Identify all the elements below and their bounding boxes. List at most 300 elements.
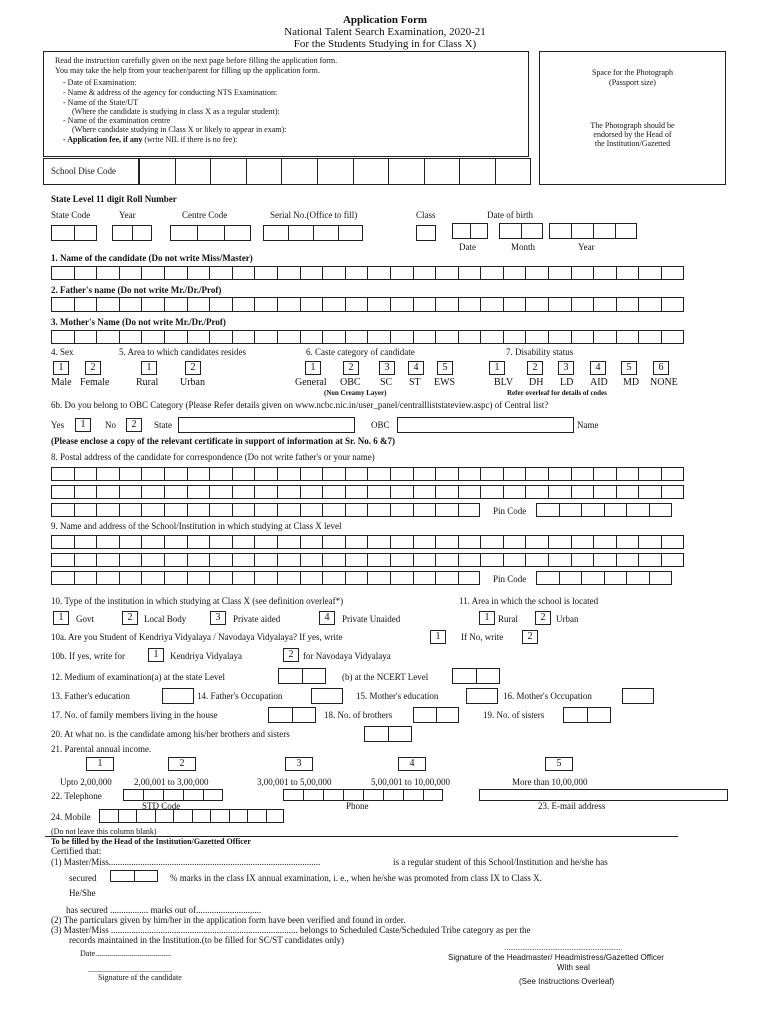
input-cell[interactable] [593,330,616,344]
input-cell[interactable] [187,571,210,585]
option-box[interactable]: 4 [319,611,335,625]
area-rural-box[interactable]: 1 [141,361,157,375]
input-cell[interactable] [638,485,661,499]
input-cell[interactable] [51,535,74,549]
input-cell[interactable] [563,707,587,723]
input-cell[interactable] [435,503,458,517]
percent-input[interactable] [110,870,158,882]
school-address-line-2[interactable] [51,553,684,567]
input-cell[interactable] [123,789,143,801]
input-cell[interactable] [139,158,175,185]
input-cell[interactable] [232,553,255,567]
input-cell[interactable] [571,535,594,549]
input-cell[interactable] [424,158,460,185]
input-cell[interactable] [254,553,277,567]
input-cell[interactable] [571,553,594,567]
input-cell[interactable] [141,503,164,517]
mobile-input[interactable] [99,809,284,823]
input-cell[interactable] [317,158,353,185]
input-cell[interactable] [593,535,616,549]
input-cell[interactable] [209,571,232,585]
input-cell[interactable] [164,535,187,549]
caste-st-box[interactable]: 4 [408,361,424,375]
input-cell[interactable] [503,297,526,312]
input-cell[interactable] [96,297,119,312]
input-cell[interactable] [525,297,548,312]
input-cell[interactable] [525,467,548,481]
email-input[interactable] [479,789,728,801]
input-cell[interactable] [661,535,684,549]
input-cell[interactable] [247,809,266,823]
input-cell[interactable] [96,571,119,585]
input-cell[interactable] [268,707,292,723]
input-cell[interactable] [96,535,119,549]
input-cell[interactable] [458,266,481,280]
input-cell[interactable] [638,467,661,481]
input-cell[interactable] [134,870,158,882]
input-cell[interactable] [322,553,345,567]
input-cell[interactable] [187,297,210,312]
input-cell[interactable] [525,535,548,549]
sisters-input[interactable] [563,707,611,723]
input-cell[interactable] [163,789,183,801]
input-cell[interactable] [390,535,413,549]
input-cell[interactable] [345,467,368,481]
family-members-input[interactable] [268,707,316,723]
input-cell[interactable] [503,467,526,481]
input-cell[interactable] [616,297,639,312]
input-cell[interactable] [277,467,300,481]
input-cell[interactable] [99,809,118,823]
input-cell[interactable] [458,553,481,567]
input-cell[interactable] [458,503,481,517]
input-cell[interactable] [183,789,203,801]
input-cell[interactable] [345,535,368,549]
input-cell[interactable] [470,223,488,239]
input-cell[interactable] [458,297,481,312]
input-cell[interactable] [367,571,390,585]
input-cell[interactable] [141,297,164,312]
input-cell[interactable] [164,485,187,499]
input-cell[interactable] [51,266,74,280]
input-cell[interactable] [51,553,74,567]
input-cell[interactable] [649,503,672,517]
input-cell[interactable] [74,330,97,344]
medium-state-input[interactable] [278,668,326,684]
input-cell[interactable] [277,535,300,549]
option-box[interactable]: 1 [86,757,114,771]
input-cell[interactable] [413,266,436,280]
state-code-input[interactable] [51,225,97,241]
input-cell[interactable] [51,330,74,344]
input-cell[interactable] [390,266,413,280]
school-pin-input[interactable] [536,571,672,585]
option-box[interactable]: 1 [53,611,69,625]
input-cell[interactable] [661,330,684,344]
input-cell[interactable] [164,553,187,567]
sex-male-box[interactable]: 1 [53,361,69,375]
input-cell[interactable] [119,571,142,585]
address-line-1[interactable] [51,467,684,481]
input-cell[interactable] [343,789,363,801]
input-cell[interactable] [173,809,192,823]
input-cell[interactable] [480,297,503,312]
input-cell[interactable] [254,266,277,280]
caste-obc-box[interactable]: 2 [343,361,359,375]
input-cell[interactable] [525,553,548,567]
input-cell[interactable] [548,297,571,312]
input-cell[interactable] [388,158,424,185]
input-cell[interactable] [521,223,543,239]
input-cell[interactable] [390,330,413,344]
caste-sc-box[interactable]: 3 [379,361,395,375]
input-cell[interactable] [51,467,74,481]
option-box[interactable]: 1 [148,648,164,662]
input-cell[interactable] [388,726,412,742]
input-cell[interactable] [141,330,164,344]
input-cell[interactable] [254,467,277,481]
input-cell[interactable] [661,297,684,312]
input-cell[interactable] [141,553,164,567]
input-cell[interactable] [209,553,232,567]
input-cell[interactable] [51,297,74,312]
input-cell[interactable] [254,503,277,517]
serial-input[interactable] [263,225,363,241]
area-urban-box[interactable]: 2 [185,361,201,375]
class-input[interactable] [416,225,436,241]
input-cell[interactable] [187,553,210,567]
input-cell[interactable] [277,503,300,517]
input-cell[interactable] [480,330,503,344]
address-line-2[interactable] [51,485,684,499]
input-cell[interactable] [413,535,436,549]
input-cell[interactable] [292,707,316,723]
input-cell[interactable] [616,330,639,344]
input-cell[interactable] [458,571,481,585]
input-cell[interactable] [277,571,300,585]
mother-education-input[interactable] [466,688,498,704]
brothers-input[interactable] [413,707,459,723]
input-cell[interactable] [435,535,458,549]
input-cell[interactable] [661,266,684,280]
input-cell[interactable] [136,809,155,823]
input-cell[interactable] [224,225,251,241]
input-cell[interactable] [503,485,526,499]
input-cell[interactable] [322,297,345,312]
input-cell[interactable] [638,297,661,312]
input-cell[interactable] [170,225,197,241]
input-cell[interactable] [435,467,458,481]
input-cell[interactable] [300,503,323,517]
input-cell[interactable] [96,485,119,499]
input-cell[interactable] [119,297,142,312]
input-cell[interactable] [112,225,132,241]
father-education-input[interactable] [162,688,194,704]
input-cell[interactable] [638,330,661,344]
input-cell[interactable] [452,668,476,684]
input-cell[interactable] [110,870,134,882]
input-cell[interactable] [571,297,594,312]
input-cell[interactable] [141,571,164,585]
input-cell[interactable] [480,266,503,280]
input-cell[interactable] [480,467,503,481]
dob-year-input[interactable] [549,223,637,239]
input-cell[interactable] [616,485,639,499]
input-cell[interactable] [413,467,436,481]
input-cell[interactable] [363,789,383,801]
input-cell[interactable] [499,223,521,239]
input-cell[interactable] [143,789,163,801]
input-cell[interactable] [638,266,661,280]
dis-dh-box[interactable]: 2 [527,361,543,375]
input-cell[interactable] [435,571,458,585]
input-cell[interactable] [367,297,390,312]
input-cell[interactable] [345,266,368,280]
input-cell[interactable] [548,266,571,280]
input-cell[interactable] [548,330,571,344]
input-cell[interactable] [345,485,368,499]
input-cell[interactable] [300,485,323,499]
input-cell[interactable] [353,158,389,185]
input-cell[interactable] [593,467,616,481]
input-cell[interactable] [616,553,639,567]
input-cell[interactable] [51,225,74,241]
option-box[interactable]: 1 [430,630,446,644]
input-cell[interactable] [209,266,232,280]
input-cell[interactable] [141,467,164,481]
input-cell[interactable] [390,571,413,585]
input-cell[interactable] [96,330,119,344]
dob-month-input[interactable] [499,223,543,239]
input-cell[interactable] [548,553,571,567]
input-cell[interactable] [413,503,436,517]
dob-date-input[interactable] [452,223,488,239]
input-cell[interactable] [367,535,390,549]
input-cell[interactable] [345,553,368,567]
input-cell[interactable] [119,485,142,499]
input-cell[interactable] [277,297,300,312]
input-cell[interactable] [416,225,436,241]
input-cell[interactable] [300,553,323,567]
input-cell[interactable] [281,158,317,185]
input-cell[interactable] [495,158,531,185]
input-cell[interactable] [525,485,548,499]
input-cell[interactable] [661,553,684,567]
input-cell[interactable] [300,535,323,549]
input-cell[interactable] [210,158,246,185]
input-cell[interactable] [525,330,548,344]
input-cell[interactable] [175,158,211,185]
input-cell[interactable] [390,297,413,312]
input-cell[interactable] [74,553,97,567]
input-cell[interactable] [209,503,232,517]
input-cell[interactable] [300,297,323,312]
input-cell[interactable] [593,223,615,239]
input-cell[interactable] [480,485,503,499]
dis-blv-box[interactable]: 1 [489,361,505,375]
input-cell[interactable] [192,809,211,823]
input-cell[interactable] [436,707,459,723]
input-cell[interactable] [187,485,210,499]
input-cell[interactable] [587,707,611,723]
input-cell[interactable] [232,535,255,549]
input-cell[interactable] [322,571,345,585]
option-box[interactable]: 4 [398,757,426,771]
input-cell[interactable] [322,503,345,517]
input-cell[interactable] [480,535,503,549]
input-cell[interactable] [300,571,323,585]
input-cell[interactable] [119,503,142,517]
input-cell[interactable] [571,467,594,481]
input-cell[interactable] [503,330,526,344]
option-box[interactable]: 1 [75,418,91,432]
option-box[interactable]: 1 [479,611,495,625]
input-cell[interactable] [277,266,300,280]
input-cell[interactable] [132,225,152,241]
input-cell[interactable] [322,535,345,549]
option-box[interactable]: 2 [283,648,299,662]
input-cell[interactable] [435,266,458,280]
input-cell[interactable] [413,707,436,723]
input-cell[interactable] [141,266,164,280]
candidate-name-input[interactable] [51,266,684,280]
input-cell[interactable] [536,503,559,517]
input-cell[interactable] [209,467,232,481]
input-cell[interactable] [203,789,223,801]
input-cell[interactable] [626,571,649,585]
input-cell[interactable] [187,535,210,549]
input-cell[interactable] [74,467,97,481]
obc-state-input[interactable] [178,417,355,433]
mother-name-input[interactable] [51,330,684,344]
input-cell[interactable] [96,467,119,481]
input-cell[interactable] [74,535,97,549]
obc-name-input[interactable] [397,417,574,433]
input-cell[interactable] [119,553,142,567]
input-cell[interactable] [323,789,343,801]
input-cell[interactable] [503,535,526,549]
input-cell[interactable] [413,297,436,312]
input-cell[interactable] [390,485,413,499]
input-cell[interactable] [254,535,277,549]
dis-none-box[interactable]: 6 [653,361,669,375]
input-cell[interactable] [322,467,345,481]
input-cell[interactable] [571,223,593,239]
input-cell[interactable] [503,553,526,567]
input-cell[interactable] [266,809,285,823]
input-cell[interactable] [96,503,119,517]
input-cell[interactable] [187,467,210,481]
input-cell[interactable] [367,467,390,481]
input-cell[interactable] [254,330,277,344]
input-cell[interactable] [300,266,323,280]
input-cell[interactable] [278,668,302,684]
input-cell[interactable] [74,485,97,499]
mother-occupation-input[interactable] [622,688,654,704]
input-cell[interactable] [322,330,345,344]
input-cell[interactable] [119,535,142,549]
input-cell[interactable] [423,789,443,801]
input-cell[interactable] [616,467,639,481]
sibling-position-input[interactable] [364,726,412,742]
input-cell[interactable] [571,330,594,344]
input-cell[interactable] [164,297,187,312]
dis-ld-box[interactable]: 3 [558,361,574,375]
input-cell[interactable] [74,266,97,280]
input-cell[interactable] [322,485,345,499]
input-cell[interactable] [638,553,661,567]
school-address-line-1[interactable] [51,535,684,549]
input-cell[interactable] [210,809,229,823]
input-cell[interactable] [458,485,481,499]
input-cell[interactable] [164,467,187,481]
input-cell[interactable] [571,266,594,280]
input-cell[interactable] [300,330,323,344]
input-cell[interactable] [74,571,97,585]
input-cell[interactable] [209,535,232,549]
option-box[interactable]: 2 [522,630,538,644]
input-cell[interactable] [571,485,594,499]
school-address-line-3[interactable] [51,571,480,585]
input-cell[interactable] [525,266,548,280]
input-cell[interactable] [232,297,255,312]
input-cell[interactable] [96,266,119,280]
input-cell[interactable] [338,225,363,241]
input-cell[interactable] [277,553,300,567]
input-cell[interactable] [435,485,458,499]
input-cell[interactable] [452,223,470,239]
input-cell[interactable] [367,503,390,517]
year-input[interactable] [112,225,152,241]
input-cell[interactable] [232,467,255,481]
input-cell[interactable] [476,668,500,684]
medium-ncert-input[interactable] [452,668,500,684]
input-cell[interactable] [119,330,142,344]
input-cell[interactable] [288,225,313,241]
input-cell[interactable] [254,297,277,312]
input-cell[interactable] [559,503,582,517]
input-cell[interactable] [209,485,232,499]
input-cell[interactable] [74,503,97,517]
input-cell[interactable] [458,467,481,481]
option-box[interactable]: 2 [535,611,551,625]
input-cell[interactable] [458,535,481,549]
input-cell[interactable] [435,330,458,344]
input-cell[interactable] [661,485,684,499]
input-cell[interactable] [536,571,559,585]
input-cell[interactable] [403,789,423,801]
input-cell[interactable] [626,503,649,517]
dise-code-input[interactable] [139,158,531,185]
input-cell[interactable] [367,330,390,344]
input-cell[interactable] [593,485,616,499]
input-cell[interactable] [435,297,458,312]
pin-code-input[interactable] [536,503,672,517]
input-cell[interactable] [549,223,571,239]
input-cell[interactable] [367,553,390,567]
option-box[interactable]: 2 [122,611,138,625]
input-cell[interactable] [593,553,616,567]
input-cell[interactable] [164,503,187,517]
input-cell[interactable] [187,330,210,344]
input-cell[interactable] [548,485,571,499]
input-cell[interactable] [480,553,503,567]
centre-code-input[interactable] [170,225,251,241]
input-cell[interactable] [277,485,300,499]
input-cell[interactable] [604,571,627,585]
input-cell[interactable] [459,158,495,185]
input-cell[interactable] [303,789,323,801]
